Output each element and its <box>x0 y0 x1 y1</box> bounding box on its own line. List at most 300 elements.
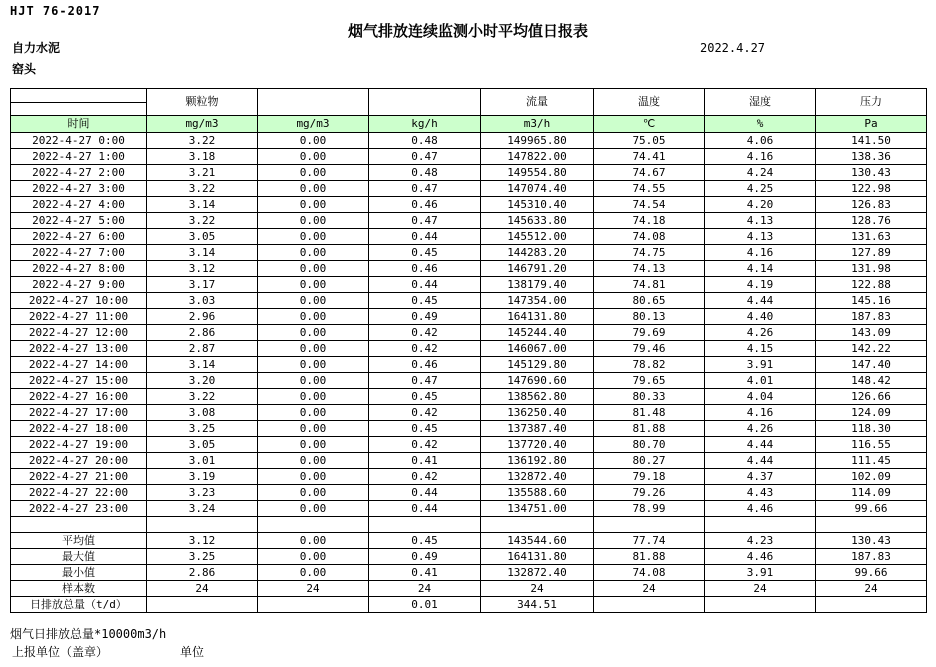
value-cell: 0.46 <box>369 357 481 373</box>
empty-cell <box>258 517 369 533</box>
table-row <box>11 341 927 357</box>
value-cell: 75.05 <box>594 133 705 149</box>
value-cell: 3.22 <box>147 389 258 405</box>
value-cell: 145.16 <box>816 293 927 309</box>
value-cell: 4.37 <box>705 469 816 485</box>
value-cell: 4.19 <box>705 277 816 293</box>
column-group-header <box>258 89 369 116</box>
column-unit-header: kg/h <box>369 116 481 133</box>
value-cell: 126.83 <box>816 197 927 213</box>
value-cell: 0.48 <box>369 165 481 181</box>
table-row <box>11 405 927 421</box>
summary-value-cell: 24 <box>594 581 705 597</box>
value-cell: 147.40 <box>816 357 927 373</box>
table-row <box>11 181 927 197</box>
value-cell: 4.04 <box>705 389 816 405</box>
value-cell: 0.42 <box>369 341 481 357</box>
page-title: 烟气排放连续监测小时平均值日报表 <box>347 22 588 40</box>
value-cell: 4.43 <box>705 485 816 501</box>
value-cell: 148.42 <box>816 373 927 389</box>
value-cell: 4.16 <box>705 149 816 165</box>
value-cell: 0.46 <box>369 197 481 213</box>
value-cell: 0.00 <box>258 325 369 341</box>
empty-cell <box>705 517 816 533</box>
summary-value-cell: 130.43 <box>816 533 927 549</box>
summary-label-cell: 最大值 <box>11 549 147 565</box>
value-cell: 102.09 <box>816 469 927 485</box>
value-cell: 141.50 <box>816 133 927 149</box>
value-cell: 78.82 <box>594 357 705 373</box>
value-cell: 0.44 <box>369 485 481 501</box>
value-cell: 4.25 <box>705 181 816 197</box>
value-cell: 0.00 <box>258 133 369 149</box>
footer-note: 烟气日排放总量*10000m3/h <box>10 627 167 641</box>
value-cell: 128.76 <box>816 213 927 229</box>
time-cell: 2022-4-27 12:00 <box>11 325 147 341</box>
value-cell: 3.14 <box>147 357 258 373</box>
value-cell: 145633.80 <box>481 213 594 229</box>
time-cell: 2022-4-27 9:00 <box>11 277 147 293</box>
value-cell: 0.42 <box>369 437 481 453</box>
value-cell: 4.44 <box>705 437 816 453</box>
value-cell: 0.44 <box>369 501 481 517</box>
value-cell: 4.15 <box>705 341 816 357</box>
summary-value-cell: 0.00 <box>258 533 369 549</box>
value-cell: 0.45 <box>369 421 481 437</box>
value-cell: 3.23 <box>147 485 258 501</box>
value-cell: 134751.00 <box>481 501 594 517</box>
column-group-header: 湿度 <box>705 89 816 116</box>
summary-value-cell: 344.51 <box>481 597 594 613</box>
column-unit-header: m3/h <box>481 116 594 133</box>
column-group-header: 颗粒物 <box>147 89 258 116</box>
value-cell: 78.99 <box>594 501 705 517</box>
value-cell: 79.65 <box>594 373 705 389</box>
value-cell: 3.01 <box>147 453 258 469</box>
summary-label-cell: 日排放总量（t/d） <box>11 597 147 613</box>
table-row <box>11 197 927 213</box>
value-cell: 0.44 <box>369 229 481 245</box>
value-cell: 0.00 <box>258 485 369 501</box>
value-cell: 147354.00 <box>481 293 594 309</box>
value-cell: 0.00 <box>258 341 369 357</box>
summary-value-cell: 0.01 <box>369 597 481 613</box>
value-cell: 3.91 <box>705 357 816 373</box>
value-cell: 146791.20 <box>481 261 594 277</box>
column-unit-header: mg/m3 <box>258 116 369 133</box>
value-cell: 80.65 <box>594 293 705 309</box>
value-cell: 4.13 <box>705 213 816 229</box>
value-cell: 2.86 <box>147 325 258 341</box>
value-cell: 138562.80 <box>481 389 594 405</box>
time-cell: 2022-4-27 15:00 <box>11 373 147 389</box>
value-cell: 3.14 <box>147 197 258 213</box>
value-cell: 74.54 <box>594 197 705 213</box>
value-cell: 3.24 <box>147 501 258 517</box>
value-cell: 74.67 <box>594 165 705 181</box>
value-cell: 4.16 <box>705 245 816 261</box>
value-cell: 145512.00 <box>481 229 594 245</box>
value-cell: 4.24 <box>705 165 816 181</box>
value-cell: 0.48 <box>369 133 481 149</box>
value-cell: 2.87 <box>147 341 258 357</box>
summary-row <box>11 565 927 581</box>
value-cell: 80.13 <box>594 309 705 325</box>
value-cell: 111.45 <box>816 453 927 469</box>
value-cell: 0.00 <box>258 357 369 373</box>
value-cell: 0.42 <box>369 325 481 341</box>
table-row <box>11 149 927 165</box>
value-cell: 0.00 <box>258 181 369 197</box>
value-cell: 118.30 <box>816 421 927 437</box>
time-cell: 2022-4-27 10:00 <box>11 293 147 309</box>
table-row <box>11 213 927 229</box>
value-cell: 74.41 <box>594 149 705 165</box>
value-cell: 3.08 <box>147 405 258 421</box>
time-cell: 2022-4-27 13:00 <box>11 341 147 357</box>
value-cell: 0.00 <box>258 197 369 213</box>
empty-cell <box>594 517 705 533</box>
value-cell: 136250.40 <box>481 405 594 421</box>
value-cell: 0.00 <box>258 421 369 437</box>
value-cell: 4.26 <box>705 325 816 341</box>
summary-row <box>11 597 927 613</box>
location-name: 窑头 <box>12 62 37 76</box>
time-cell: 2022-4-27 5:00 <box>11 213 147 229</box>
summary-value-cell: 164131.80 <box>481 549 594 565</box>
value-cell: 79.69 <box>594 325 705 341</box>
time-cell: 2022-4-27 11:00 <box>11 309 147 325</box>
value-cell: 138179.40 <box>481 277 594 293</box>
value-cell: 0.47 <box>369 149 481 165</box>
value-cell: 0.00 <box>258 405 369 421</box>
value-cell: 122.88 <box>816 277 927 293</box>
summary-value-cell: 24 <box>369 581 481 597</box>
column-unit-header: % <box>705 116 816 133</box>
value-cell: 127.89 <box>816 245 927 261</box>
summary-value-cell <box>705 597 816 613</box>
value-cell: 147822.00 <box>481 149 594 165</box>
value-cell: 0.00 <box>258 149 369 165</box>
summary-value-cell: 2.86 <box>147 565 258 581</box>
table-row <box>11 389 927 405</box>
summary-value-cell: 0.49 <box>369 549 481 565</box>
summary-value-cell <box>594 597 705 613</box>
value-cell: 0.00 <box>258 245 369 261</box>
summary-label-cell: 样本数 <box>11 581 147 597</box>
time-cell: 2022-4-27 0:00 <box>11 133 147 149</box>
value-cell: 80.27 <box>594 453 705 469</box>
summary-value-cell: 0.41 <box>369 565 481 581</box>
value-cell: 4.20 <box>705 197 816 213</box>
value-cell: 79.18 <box>594 469 705 485</box>
value-cell: 80.70 <box>594 437 705 453</box>
value-cell: 3.12 <box>147 261 258 277</box>
table-row <box>11 277 927 293</box>
value-cell: 0.00 <box>258 277 369 293</box>
empty-cell <box>147 517 258 533</box>
value-cell: 74.13 <box>594 261 705 277</box>
table-row <box>11 421 927 437</box>
value-cell: 146067.00 <box>481 341 594 357</box>
value-cell: 4.40 <box>705 309 816 325</box>
summary-value-cell: 77.74 <box>594 533 705 549</box>
value-cell: 130.43 <box>816 165 927 181</box>
summary-value-cell: 0.00 <box>258 549 369 565</box>
value-cell: 4.13 <box>705 229 816 245</box>
value-cell: 3.19 <box>147 469 258 485</box>
summary-row <box>11 533 927 549</box>
value-cell: 3.22 <box>147 133 258 149</box>
value-cell: 79.46 <box>594 341 705 357</box>
value-cell: 126.66 <box>816 389 927 405</box>
value-cell: 137720.40 <box>481 437 594 453</box>
table-row <box>11 325 927 341</box>
table-row <box>11 309 927 325</box>
table-row <box>11 245 927 261</box>
standard-code: HJT 76-2017 <box>10 4 101 18</box>
column-group-header <box>11 89 147 116</box>
value-cell: 0.00 <box>258 213 369 229</box>
summary-value-cell: 24 <box>816 581 927 597</box>
value-cell: 81.88 <box>594 421 705 437</box>
value-cell: 0.00 <box>258 501 369 517</box>
value-cell: 142.22 <box>816 341 927 357</box>
table-body <box>11 133 927 613</box>
value-cell: 4.14 <box>705 261 816 277</box>
time-cell: 2022-4-27 14:00 <box>11 357 147 373</box>
column-group-header: 流量 <box>481 89 594 116</box>
value-cell: 164131.80 <box>481 309 594 325</box>
value-cell: 80.33 <box>594 389 705 405</box>
summary-value-cell: 3.91 <box>705 565 816 581</box>
value-cell: 114.09 <box>816 485 927 501</box>
column-unit-header: ℃ <box>594 116 705 133</box>
summary-row <box>11 581 927 597</box>
value-cell: 145129.80 <box>481 357 594 373</box>
table-row <box>11 453 927 469</box>
value-cell: 136192.80 <box>481 453 594 469</box>
time-cell: 2022-4-27 6:00 <box>11 229 147 245</box>
value-cell: 4.26 <box>705 421 816 437</box>
value-cell: 0.45 <box>369 293 481 309</box>
value-cell: 74.08 <box>594 229 705 245</box>
header-split-line <box>11 89 146 103</box>
value-cell: 3.17 <box>147 277 258 293</box>
value-cell: 0.46 <box>369 261 481 277</box>
value-cell: 3.05 <box>147 437 258 453</box>
summary-label-cell: 平均值 <box>11 533 147 549</box>
summary-value-cell: 4.23 <box>705 533 816 549</box>
value-cell: 4.46 <box>705 501 816 517</box>
value-cell: 4.44 <box>705 293 816 309</box>
value-cell: 99.66 <box>816 501 927 517</box>
value-cell: 3.22 <box>147 181 258 197</box>
value-cell: 74.75 <box>594 245 705 261</box>
table-row <box>11 261 927 277</box>
separator-row <box>11 517 927 533</box>
summary-value-cell: 3.25 <box>147 549 258 565</box>
time-cell: 2022-4-27 2:00 <box>11 165 147 181</box>
value-cell: 147690.60 <box>481 373 594 389</box>
summary-value-cell: 99.66 <box>816 565 927 581</box>
time-cell: 2022-4-27 21:00 <box>11 469 147 485</box>
value-cell: 81.48 <box>594 405 705 421</box>
value-cell: 0.44 <box>369 277 481 293</box>
footer-unit-label: 单位 <box>180 645 205 659</box>
time-cell: 2022-4-27 8:00 <box>11 261 147 277</box>
value-cell: 0.00 <box>258 453 369 469</box>
summary-value-cell: 132872.40 <box>481 565 594 581</box>
value-cell: 0.00 <box>258 437 369 453</box>
time-cell: 2022-4-27 20:00 <box>11 453 147 469</box>
footer-report-unit-label: 上报单位（盖章） <box>12 645 109 659</box>
empty-cell <box>481 517 594 533</box>
summary-value-cell <box>147 597 258 613</box>
value-cell: 187.83 <box>816 309 927 325</box>
value-cell: 131.63 <box>816 229 927 245</box>
value-cell: 124.09 <box>816 405 927 421</box>
value-cell: 0.45 <box>369 389 481 405</box>
time-cell: 2022-4-27 19:00 <box>11 437 147 453</box>
value-cell: 3.21 <box>147 165 258 181</box>
value-cell: 0.00 <box>258 309 369 325</box>
summary-label-cell: 最小值 <box>11 565 147 581</box>
time-cell: 2022-4-27 3:00 <box>11 181 147 197</box>
value-cell: 74.81 <box>594 277 705 293</box>
value-cell: 143.09 <box>816 325 927 341</box>
value-cell: 3.18 <box>147 149 258 165</box>
time-cell: 2022-4-27 18:00 <box>11 421 147 437</box>
time-cell: 2022-4-27 23:00 <box>11 501 147 517</box>
value-cell: 0.49 <box>369 309 481 325</box>
value-cell: 149965.80 <box>481 133 594 149</box>
table-row <box>11 373 927 389</box>
value-cell: 3.25 <box>147 421 258 437</box>
value-cell: 0.00 <box>258 389 369 405</box>
value-cell: 144283.20 <box>481 245 594 261</box>
table-row <box>11 469 927 485</box>
summary-value-cell: 0.45 <box>369 533 481 549</box>
empty-cell <box>816 517 927 533</box>
value-cell: 0.42 <box>369 469 481 485</box>
column-unit-header: mg/m3 <box>147 116 258 133</box>
value-cell: 0.00 <box>258 373 369 389</box>
value-cell: 122.98 <box>816 181 927 197</box>
table-row <box>11 165 927 181</box>
summary-value-cell: 24 <box>258 581 369 597</box>
value-cell: 0.00 <box>258 469 369 485</box>
value-cell: 0.00 <box>258 229 369 245</box>
value-cell: 116.55 <box>816 437 927 453</box>
table-row <box>11 293 927 309</box>
value-cell: 3.05 <box>147 229 258 245</box>
summary-value-cell <box>816 597 927 613</box>
time-cell: 2022-4-27 4:00 <box>11 197 147 213</box>
value-cell: 79.26 <box>594 485 705 501</box>
value-cell: 4.16 <box>705 405 816 421</box>
summary-value-cell: 143544.60 <box>481 533 594 549</box>
time-cell: 2022-4-27 16:00 <box>11 389 147 405</box>
value-cell: 4.44 <box>705 453 816 469</box>
value-cell: 3.20 <box>147 373 258 389</box>
value-cell: 147074.40 <box>481 181 594 197</box>
summary-value-cell <box>258 597 369 613</box>
table-row <box>11 437 927 453</box>
value-cell: 149554.80 <box>481 165 594 181</box>
value-cell: 145244.40 <box>481 325 594 341</box>
value-cell: 4.06 <box>705 133 816 149</box>
value-cell: 3.22 <box>147 213 258 229</box>
summary-value-cell: 0.00 <box>258 565 369 581</box>
value-cell: 74.55 <box>594 181 705 197</box>
value-cell: 0.00 <box>258 165 369 181</box>
empty-cell <box>369 517 481 533</box>
time-cell: 2022-4-27 7:00 <box>11 245 147 261</box>
column-unit-header: 时间 <box>11 116 147 133</box>
table-row <box>11 357 927 373</box>
value-cell: 0.42 <box>369 405 481 421</box>
summary-value-cell: 3.12 <box>147 533 258 549</box>
value-cell: 0.00 <box>258 261 369 277</box>
table-row <box>11 501 927 517</box>
value-cell: 0.47 <box>369 373 481 389</box>
column-unit-header: Pa <box>816 116 927 133</box>
value-cell: 0.47 <box>369 213 481 229</box>
empty-cell <box>11 517 147 533</box>
column-group-header: 温度 <box>594 89 705 116</box>
summary-value-cell: 4.46 <box>705 549 816 565</box>
table-header <box>11 89 927 133</box>
report-date: 2022.4.27 <box>700 41 766 55</box>
summary-value-cell: 74.08 <box>594 565 705 581</box>
time-cell: 2022-4-27 22:00 <box>11 485 147 501</box>
time-cell: 2022-4-27 1:00 <box>11 149 147 165</box>
value-cell: 132872.40 <box>481 469 594 485</box>
summary-value-cell: 81.88 <box>594 549 705 565</box>
value-cell: 135588.60 <box>481 485 594 501</box>
value-cell: 4.01 <box>705 373 816 389</box>
summary-value-cell: 187.83 <box>816 549 927 565</box>
column-group-header: 压力 <box>816 89 927 116</box>
value-cell: 145310.40 <box>481 197 594 213</box>
summary-value-cell: 24 <box>705 581 816 597</box>
company-name: 自力水泥 <box>12 41 61 55</box>
value-cell: 0.41 <box>369 453 481 469</box>
value-cell: 0.45 <box>369 245 481 261</box>
time-cell: 2022-4-27 17:00 <box>11 405 147 421</box>
column-group-header <box>369 89 481 116</box>
value-cell: 131.98 <box>816 261 927 277</box>
report-table <box>10 88 927 613</box>
table-row <box>11 229 927 245</box>
group-header-row <box>11 89 927 116</box>
value-cell: 0.47 <box>369 181 481 197</box>
value-cell: 137387.40 <box>481 421 594 437</box>
value-cell: 74.18 <box>594 213 705 229</box>
value-cell: 0.00 <box>258 293 369 309</box>
value-cell: 2.96 <box>147 309 258 325</box>
summary-row <box>11 549 927 565</box>
value-cell: 3.14 <box>147 245 258 261</box>
units-header-row <box>11 116 927 133</box>
table-row <box>11 133 927 149</box>
table-row <box>11 485 927 501</box>
summary-value-cell: 24 <box>481 581 594 597</box>
summary-value-cell: 24 <box>147 581 258 597</box>
value-cell: 138.36 <box>816 149 927 165</box>
value-cell: 3.03 <box>147 293 258 309</box>
